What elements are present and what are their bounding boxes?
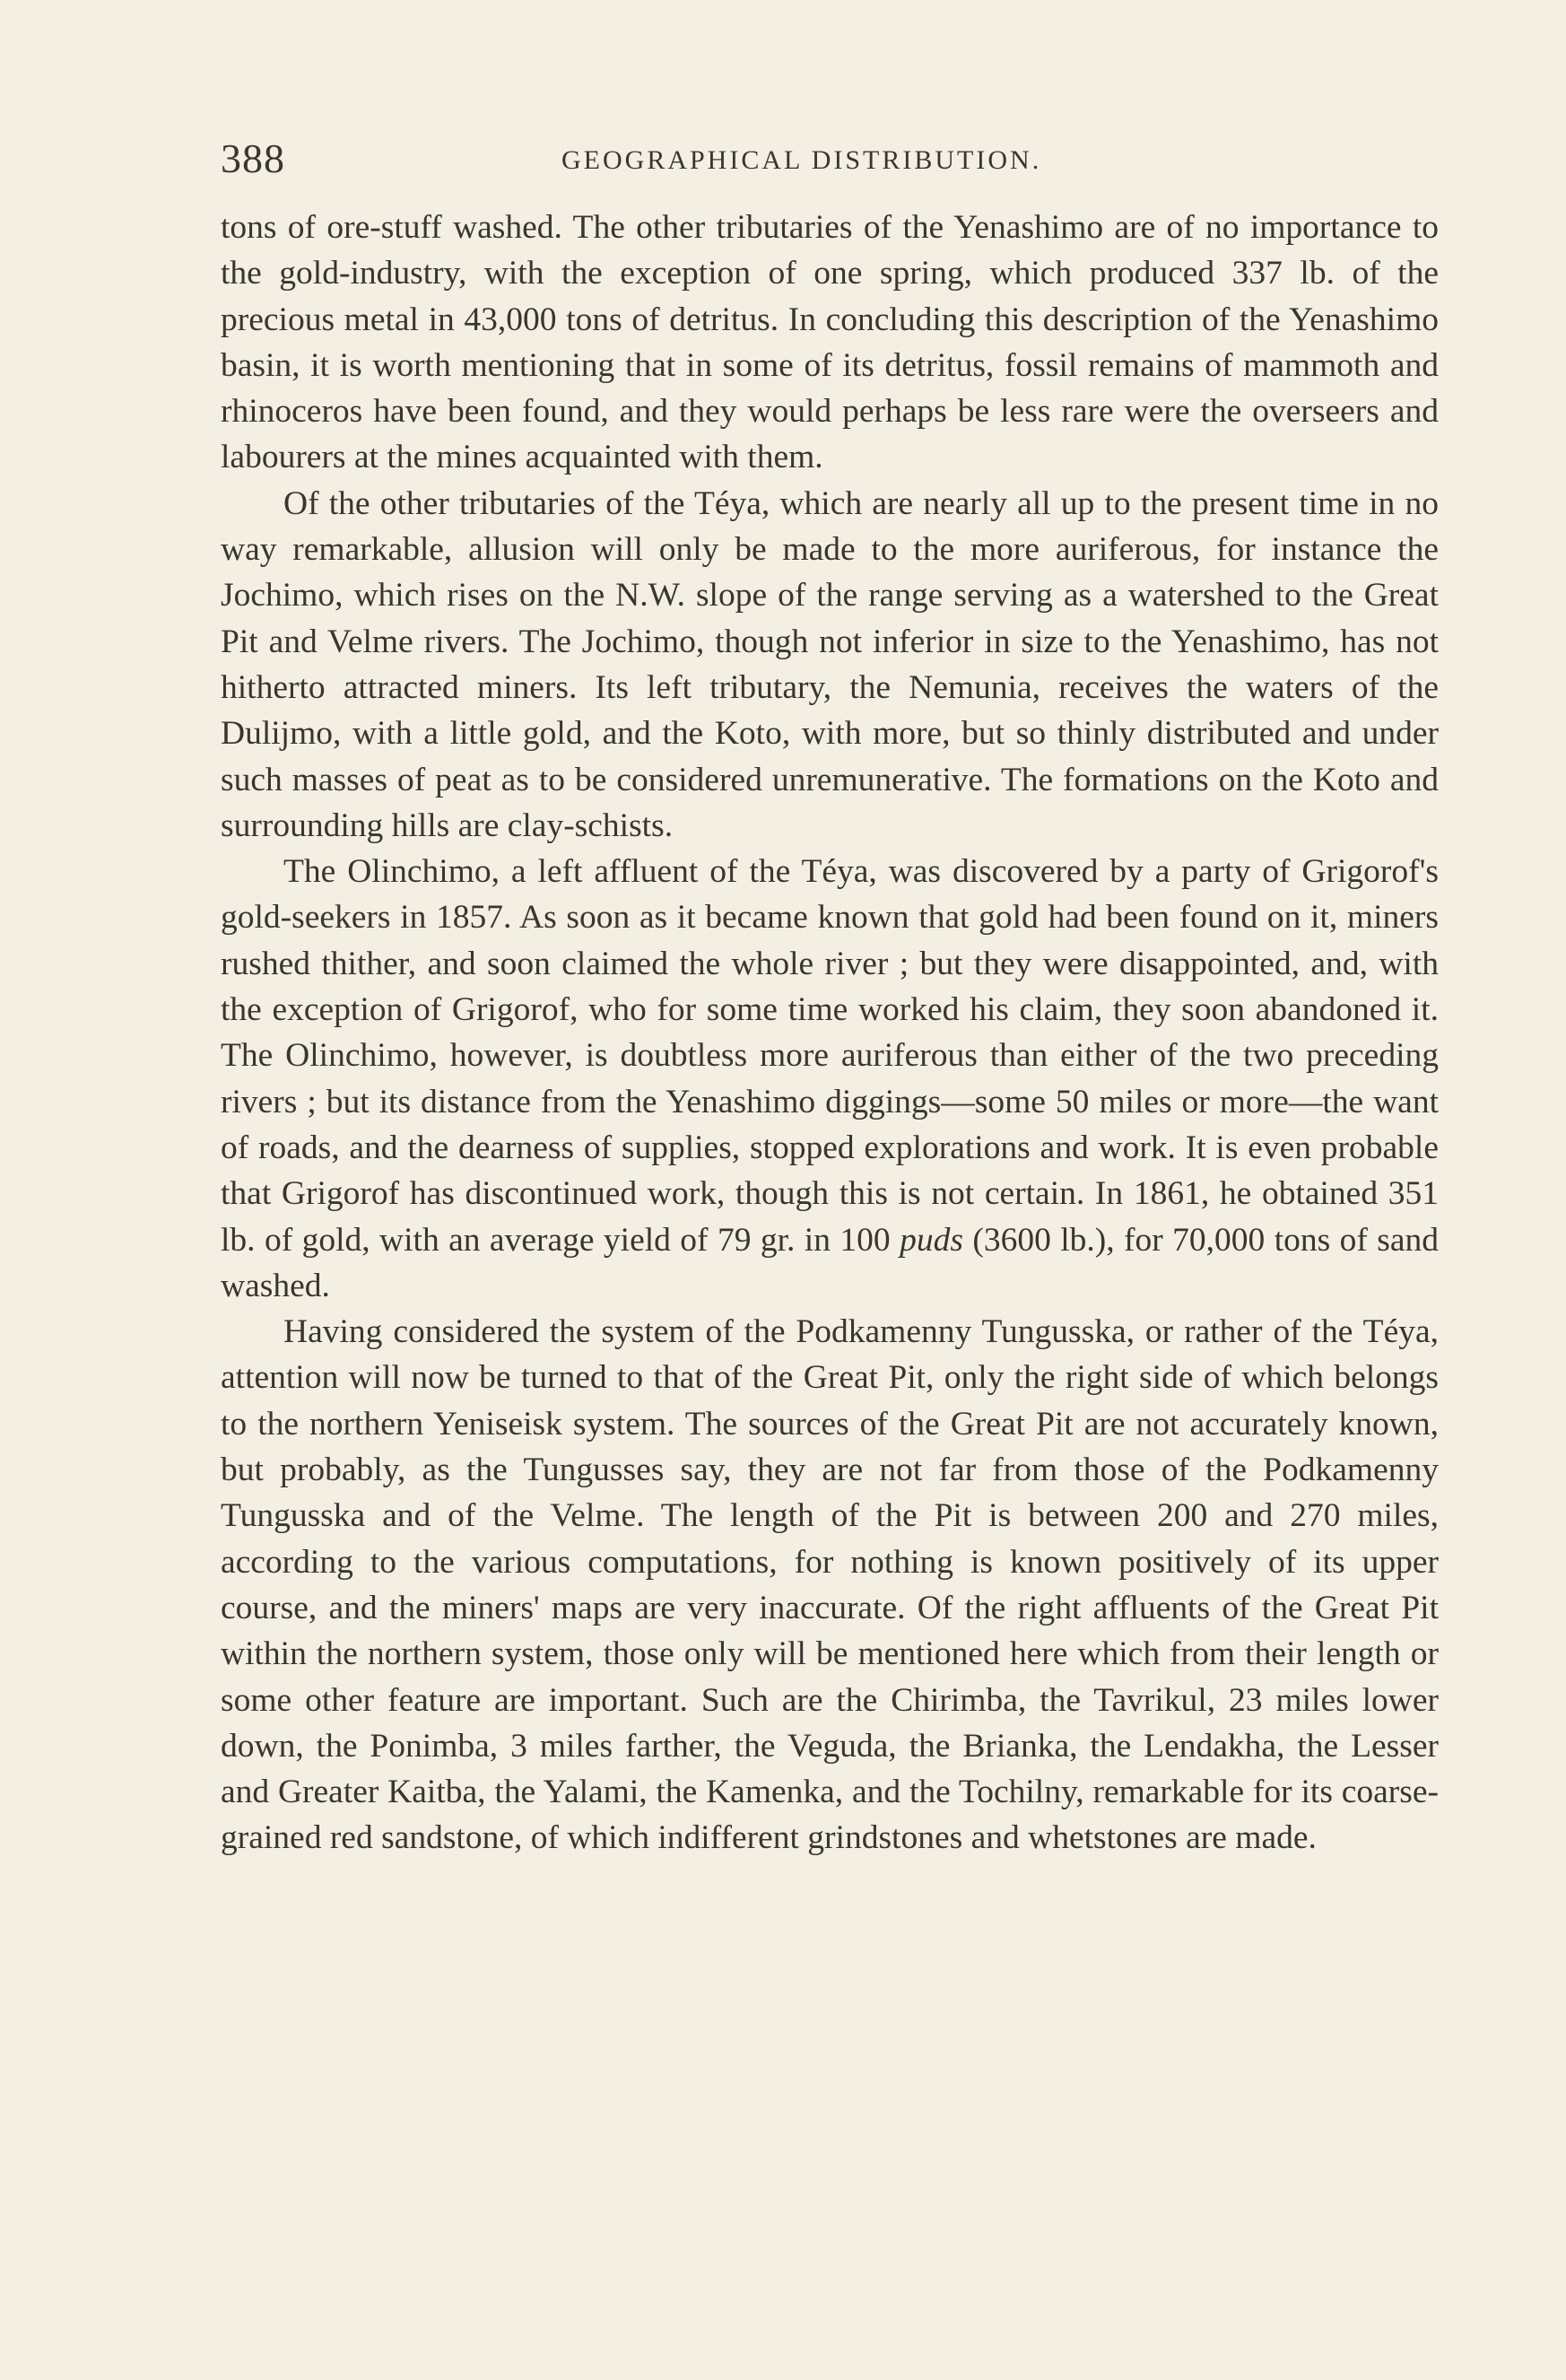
running-title: GEOGRAPHICAL DISTRIBUTION. <box>561 145 1042 175</box>
page-number: 388 <box>221 135 285 181</box>
paragraph-text: The Olinchimo, a left affluent of the Téya, was discovered by a party of Grigorof's gold-seekers in 1857. As soon as it became known that gold had been found on it, miners rushed thither, and soon claimed the whole river ; but they were disappointed, and, with the exception of Grigorof, who for some time worked his claim, they soon abandoned it. The Olinchimo, however, is doubtless more auriferous than either of the two preceding rivers ; but its distance from the Yenashimo diggings—some 50 miles or more—the want of roads, and the dearness of supplies, stopped explorations and work. It is even probable that Grigorof has discontinued work, though this is not certain. In 1861, he obtained 351 lb. of gold, with an average yield of 79 gr. in 100 <box>221 853 1439 1259</box>
italic-term: puds <box>900 1221 963 1259</box>
paragraph-continued: tons of ore-stuff washed. The other tributaries of the Yenashimo are of no importance to the gold-industry, with the exception of one spring, which produced 337 lb. of the precious metal in 43,000 tons of detritus. In concluding this description of the Yenashimo basin, it is worth mentioning that in some of its detritus, fossil remains of mammoth and rhinoceros have been found, and they would perhaps be less rare were the overseers and labourers at the mines acquainted with them. <box>221 209 1439 476</box>
paragraph-text: (3600 lb.), for 70,000 tons of sand washed. <box>221 1221 1440 1304</box>
paragraph: Of the other tributaries of the Téya, which are nearly all up to the present time in no way remarkable, allusion will only be made to the more auriferous, for instance the Jochimo, which rises on the N.W. slope of the range serving as a watershed to the Great Pit and Velme rivers. The Jochimo, though not inferior in size to the Yenashimo, has not hitherto attracted miners. Its left tributary, the Nemunia, receives the waters of the Dulijmo, with a little gold, and the Koto, with more, but so thinly distributed and under such masses of peat as to be considered unremunerative. The formations on the Koto and surrounding hills are clay-schists. <box>221 484 1439 844</box>
running-head <box>221 135 1439 188</box>
paragraph-olinchimo <box>221 849 1439 1309</box>
paragraph: Having considered the system of the Podkamenny Tungusska, or rather of the Téya, attention will now be turned to that of the Great Pit, only the right side of which belongs to the northern Yeniseisk system. The sources of the Great Pit are not accurately known, but probably, as the Tungusses say, they are not far from those of the Podkamenny Tungusska and of the Velme. The length of the Pit is between 200 and 270 miles, according to the various computations, for nothing is known positively of its upper course, and the miners' maps are very inaccurate. Of the right affluents of the Great Pit within the northern system, those only will be mentioned here which from their length or some other feature are important. Such are the Chirimba, the Tavrikul, 23 miles lower down, the Ponimba, 3 miles farther, the Veguda, the Brianka, the Lendakha, the Lesser and Greater Kaitba, the Yalami, the Kamenka, and the Tochilny, remarkable for its coarse-grained red sandstone, of which indifferent grindstones and whetstones are made. <box>221 1313 1439 1857</box>
body-text <box>221 205 1439 1861</box>
book-page <box>221 135 1439 1861</box>
